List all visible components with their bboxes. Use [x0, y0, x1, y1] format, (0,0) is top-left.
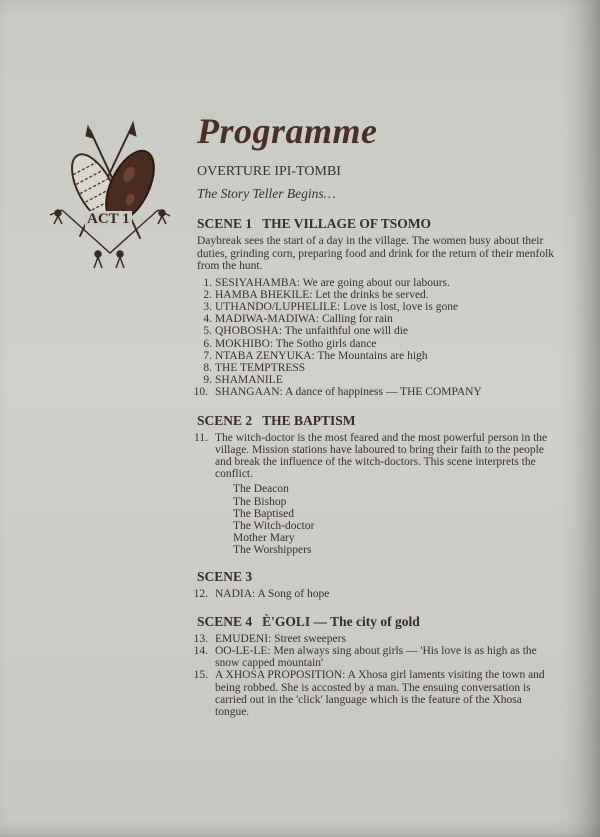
- scene-2-section: [194, 412, 557, 557]
- list-item: [197, 301, 557, 313]
- scene-2-list: [194, 431, 557, 557]
- scene-2-cast-list: [215, 483, 557, 556]
- item-text: OO-LE-LE: Men always sing about girls — 'His love is as high as the snow capped mountain': [215, 644, 537, 670]
- cast-member: The Bishop: [233, 495, 287, 508]
- cast-member: The Witch-doctor: [233, 519, 315, 532]
- item-text: SESIYAHAMBA: We are going about our labours.: [215, 276, 450, 289]
- scene-2-heading: [197, 413, 557, 429]
- list-item: [197, 338, 557, 350]
- list-item: [193, 587, 557, 600]
- list-item: [197, 374, 557, 386]
- overture-heading: OVERTURE IPI-TOMBI: [197, 164, 341, 179]
- item-text: HAMBA BHEKILE: Let the drinks be served.: [215, 288, 429, 301]
- scene-3-list: [193, 587, 557, 600]
- story-teller-line: The Story Teller Begins…: [197, 186, 336, 201]
- item-number: 2.: [203, 288, 212, 301]
- item-number: 11.: [194, 431, 208, 444]
- scene-1-description: Daybreak sees the start of a day in the village. The women busy about their duties, grinding corn, preparing food and drink for the return of their menfolk from the hunt.: [197, 235, 555, 272]
- shield-spears-emblem: [40, 118, 180, 278]
- scene-1-title: THE VILLAGE OF TSOMO: [262, 216, 432, 231]
- list-item: [197, 350, 557, 362]
- scene-1-heading: [197, 216, 557, 232]
- cast-member: Mother Mary: [233, 532, 295, 545]
- item-text: A XHOSA PROPOSITION: A Xhosa girl laments visiting the town and being robbed. She is accosted by a man. The ensuing conversation is carried out in the 'click' language which is the feature of the Xhosa tongue.: [215, 669, 545, 718]
- act-label: ACT 1: [87, 211, 130, 227]
- item-number: 10.: [193, 386, 208, 399]
- list-item: [193, 669, 557, 718]
- item-text: THE TEMPTRESS: [215, 361, 306, 374]
- list-item: [197, 277, 557, 289]
- item-text: SHAMANILE: [215, 374, 283, 387]
- item-number: 12.: [193, 587, 208, 600]
- item-text: UTHANDO/LUPHELILE: Love is lost, love is gone: [215, 300, 459, 313]
- scene-2-number: SCENE 2: [197, 412, 253, 428]
- list-item: [197, 325, 557, 337]
- item-number: 9.: [203, 374, 212, 387]
- list-item: [193, 632, 557, 645]
- item-text: SHANGAAN: A dance of happiness — THE COMPANY: [215, 386, 482, 399]
- list-item: [193, 644, 557, 670]
- list-item: [197, 289, 557, 301]
- scene-2-title: THE BAPTISM: [262, 412, 356, 428]
- item-text: NTABA ZENYUKA: The Mountains are high: [215, 349, 428, 362]
- item-text: NADIA: A Song of hope: [215, 587, 330, 600]
- item-number: 8.: [203, 361, 212, 374]
- scene-4-heading: [197, 614, 557, 630]
- item-number: 3.: [203, 300, 212, 313]
- scene-4-list: [193, 632, 557, 718]
- list-item: [197, 362, 557, 374]
- item-number: 15.: [193, 669, 208, 682]
- item-text: The witch-doctor is the most feared and the most powerful person in the village. Mission stations have laboured to bring their faith to the people and break the influence of the witch-doctors. This scene interprets the conflict.: [215, 431, 548, 481]
- item-text: MOKHIBO: The Sotho girls dance: [215, 337, 377, 350]
- item-number: 1.: [203, 276, 212, 289]
- scene-4-number: SCENE 4: [197, 613, 253, 629]
- page-title: Programme: [197, 111, 378, 151]
- list-item: [197, 313, 557, 325]
- item-number: 7.: [203, 349, 212, 362]
- item-text: QHOBOSHA: The unfaithful one will die: [215, 325, 409, 338]
- cast-member: The Baptised: [233, 507, 294, 520]
- scene-4-title: È'GOLI — The city of gold: [262, 613, 420, 629]
- item-text: MADIWA-MADIWA: Calling for rain: [215, 313, 393, 326]
- scene-3-heading: SCENE 3: [197, 568, 253, 584]
- cast-member: The Worshippers: [233, 544, 312, 557]
- programme-content: [193, 110, 557, 732]
- item-number: 5.: [203, 325, 212, 338]
- scene-1-song-list: [193, 276, 557, 399]
- item-number: 13.: [193, 632, 208, 645]
- item-number: 14.: [193, 644, 208, 657]
- list-item: [194, 431, 557, 557]
- list-item: [193, 386, 557, 399]
- item-text: EMUDENI: Street sweepers: [215, 632, 346, 645]
- scene-1-number: SCENE 1: [197, 216, 253, 231]
- item-number: 6.: [203, 337, 212, 350]
- cast-member: The Deacon: [233, 483, 289, 496]
- item-number: 4.: [203, 313, 212, 326]
